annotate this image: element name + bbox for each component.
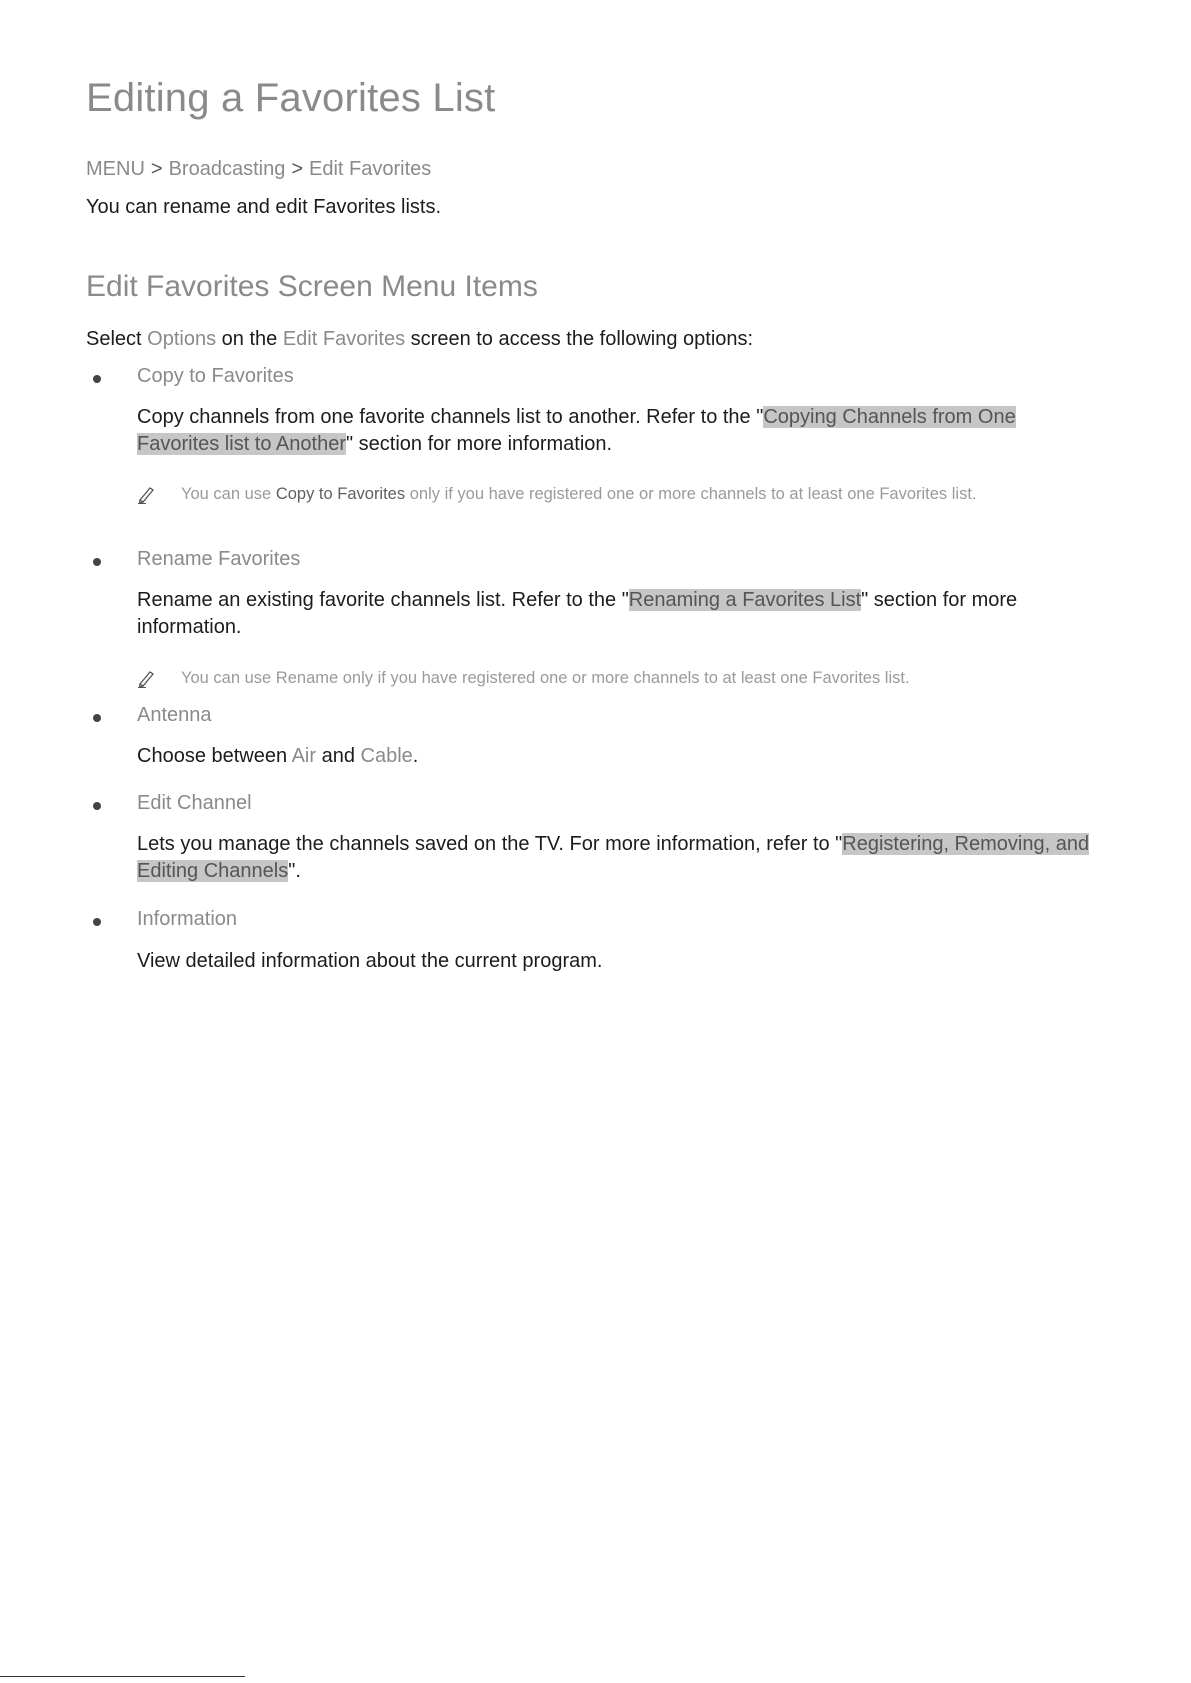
intro-text: You can rename and edit Favorites lists. [86, 196, 442, 218]
breadcrumb-broadcasting: Broadcasting [168, 158, 286, 180]
note-text: You can use Rename only if you have registered one or more channels to at least one Favorites list. [181, 669, 910, 687]
desc-text: " section for more information. [345, 433, 613, 455]
bullet [93, 918, 101, 926]
note-copy-to-favorites [137, 482, 1097, 507]
bullet [93, 714, 101, 722]
link-copying-channels[interactable]: Copying Channels from One Favorites list to Another [137, 406, 1016, 455]
item-desc-information: View detailed information about the current program. [137, 950, 603, 972]
bullet [93, 375, 101, 383]
item-title-copy-to-favorites: Copy to Favorites [137, 365, 294, 387]
item-desc-antenna [137, 743, 1097, 770]
breadcrumb-menu: MENU [86, 158, 145, 180]
item-desc-edit-channel [137, 831, 1097, 885]
section-heading: Edit Favorites Screen Menu Items [86, 270, 538, 303]
breadcrumb-edit-favorites: Edit Favorites [309, 158, 432, 180]
desc-text: Lets you manage the channels saved on the TV. For more information, refer to " [137, 833, 843, 855]
select-mid: on the [221, 328, 278, 350]
desc-text: Rename an existing favorite channels list. Refer to the " [137, 589, 629, 611]
breadcrumb [86, 158, 431, 181]
select-suffix: screen to access the following options: [410, 328, 754, 350]
options-term: Options [147, 328, 217, 350]
cable-term: Cable [360, 745, 413, 767]
item-desc-copy-to-favorites [137, 404, 1097, 458]
edit-favorites-term: Edit Favorites [282, 328, 406, 350]
item-title-information: Information [137, 908, 238, 930]
item-title-edit-channel: Edit Channel [137, 792, 252, 814]
desc-text: Choose between [137, 745, 288, 767]
select-options-line [86, 328, 753, 351]
link-registering-channels[interactable]: Registering, Removing, and Editing Channels [137, 833, 1090, 882]
link-renaming-favorites[interactable]: Renaming a Favorites List [628, 589, 862, 611]
desc-text: and [321, 745, 355, 767]
note-bold-term: Copy to Favorites [275, 485, 406, 503]
bullet [93, 558, 101, 566]
breadcrumb-separator: > [291, 158, 304, 180]
note-rename-favorites [137, 666, 1097, 691]
desc-text: . [412, 745, 419, 767]
air-term: Air [291, 745, 317, 767]
item-title-rename-favorites: Rename Favorites [137, 548, 301, 570]
select-prefix: Select [86, 328, 142, 350]
note-text: only if you have registered one or more channels to at least one Favorites list. [409, 485, 977, 503]
breadcrumb-separator: > [150, 158, 163, 180]
bullet [93, 802, 101, 810]
item-title-antenna: Antenna [137, 704, 212, 726]
page-title: Editing a Favorites List [86, 76, 496, 120]
desc-text: ". [288, 860, 301, 882]
footer-rule [0, 1676, 245, 1677]
pencil-note-icon [137, 668, 157, 688]
desc-text: " section for more information. [137, 589, 1018, 638]
note-text: You can use [181, 485, 272, 503]
pencil-note-icon [137, 484, 157, 504]
item-desc-rename-favorites [137, 587, 1097, 641]
desc-text: Copy channels from one favorite channels list to another. Refer to the " [137, 406, 764, 428]
